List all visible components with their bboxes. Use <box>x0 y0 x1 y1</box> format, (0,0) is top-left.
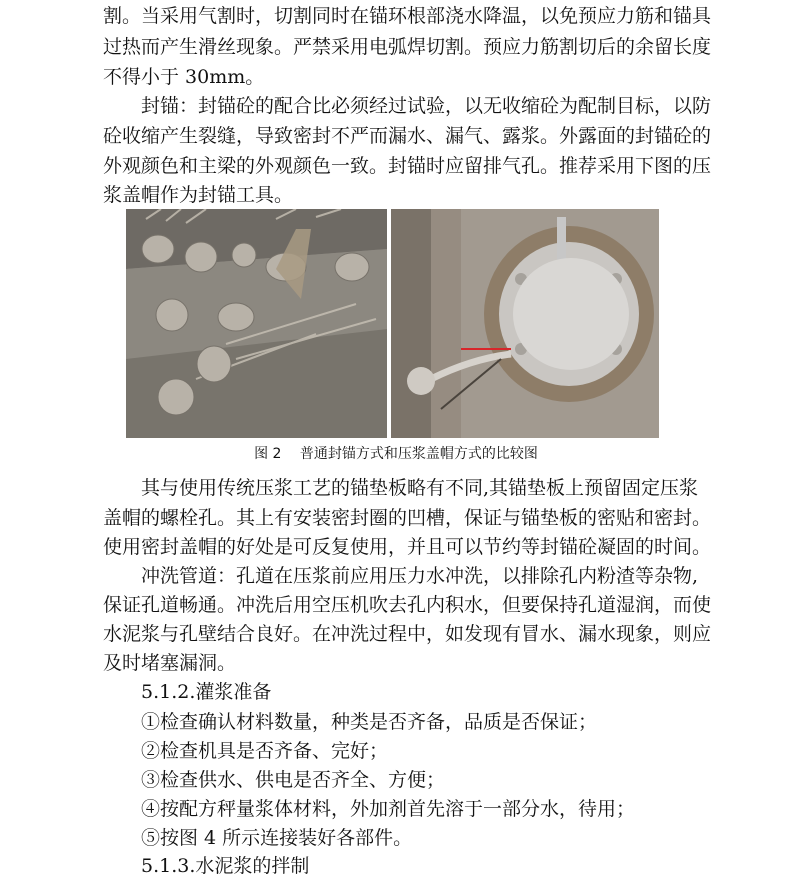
text-line: 盖帽的螺栓孔。其上有安装密封圈的凹槽，保证与锚垫板的密贴和密封。 <box>103 507 712 529</box>
figure-caption: 图 2 普通封锚方式和压浆盖帽方式的比较图 <box>254 446 538 462</box>
text-line: 外观颜色和主梁的外观颜色一致。封锚时应留排气孔。推荐采用下图的压 <box>103 155 712 177</box>
text-line: 封锚：封锚砼的配合比必须经过试验，以无收缩砼为配制目标，以防 <box>141 95 712 117</box>
text-line: 割。当采用气割时，切割同时在锚环根部浇水降温，以免预应力筋和锚具 <box>103 5 712 27</box>
text-line: 冲洗管道：孔道在压浆前应用压力水冲洗，以排除孔内粉渣等杂物, <box>141 565 699 587</box>
text-line: 浆盖帽作为封锚工具。 <box>103 184 294 206</box>
list-item: ④按配方秤量浆体材料，外加剂首先溶于一部分水，待用； <box>141 798 636 820</box>
section-heading: 5.1.2.灌浆准备 <box>141 681 272 703</box>
text-line: 砼收缩产生裂缝，导致密封不严而漏水、漏气、露浆。外露面的封锚砼的 <box>103 125 712 147</box>
conventional-anchor-sealing-photo <box>126 209 387 438</box>
text-line: 过热而产生滑丝现象。严禁采用电弧焊切割。预应力筋割切后的余留长度 <box>103 36 712 58</box>
list-item: ③检查供水、供电是否齐全、方便； <box>141 769 446 791</box>
text-line: 水泥浆与孔壁结合良好。在冲洗过程中，如发现有冒水、漏水现象，则应 <box>103 623 712 645</box>
text-line: 及时堵塞漏洞。 <box>103 652 237 674</box>
grouting-cap-photo <box>391 209 659 438</box>
figure-2 <box>126 209 659 438</box>
list-item: ⑤按图 4 所示连接装好各部件。 <box>141 827 413 849</box>
list-item: ①检查确认材料数量，种类是否齐备，品质是否保证； <box>141 711 598 733</box>
text-line: 其与使用传统压浆工艺的锚垫板略有不同,其锚垫板上预留固定压浆 <box>141 477 699 499</box>
text-line: 保证孔道畅通。冲洗后用空压机吹去孔内积水，但要保持孔道湿润，而使 <box>103 594 712 616</box>
text-line: 使用密封盖帽的好处是可反复使用，并且可以节约等封锚砼凝固的时间。 <box>103 536 712 558</box>
list-item: ②检查机具是否齐备、完好； <box>141 740 389 762</box>
section-heading: 5.1.3.水泥浆的拌制 <box>141 855 310 877</box>
text-line: 不得小于 30mm。 <box>103 66 265 88</box>
